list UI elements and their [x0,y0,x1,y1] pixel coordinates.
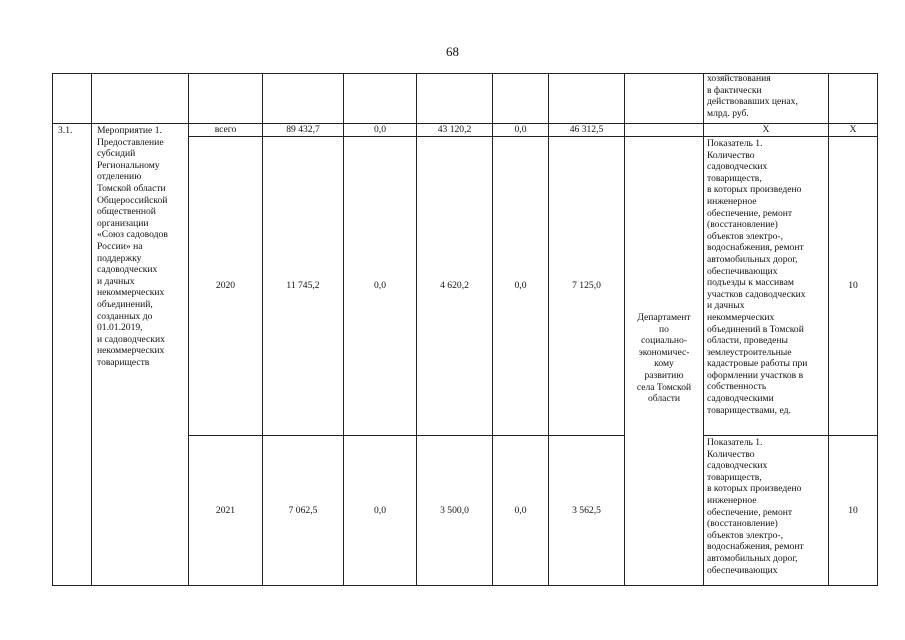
sum-2020: 11 745,2 [286,280,320,292]
indicator-line: садоводческих [707,161,768,173]
total-period: всего [214,124,237,136]
indicator-line: автомобильных дорог, [707,552,798,564]
indicator-line: землеустроительные [707,346,792,358]
indicator-line: обеспечение, ремонт [707,207,793,219]
responsible-line: социально- [641,335,687,347]
description-line: объединений, [97,298,153,310]
description-line: и дачных [97,275,135,287]
indicator-line: обеспечивающих [707,564,778,576]
description-line: и садоводческих [97,333,165,345]
description-line: отделению [97,171,142,183]
carryover-line: хозяйствования [707,73,771,84]
indicator-line: в которых произведено [707,483,802,495]
indicator-line: инженерное [707,195,757,207]
description-line: садоводческих [97,264,158,276]
description-line: общественной [97,206,156,218]
indicator-line: (восстановление) [707,518,778,530]
responsible-line: кому [654,358,674,370]
description-line: товариществ [97,356,150,368]
responsible-executor [625,312,703,405]
indicator-line: товариществ, [707,471,762,483]
indicator-line: товариществами, ед. [707,404,791,416]
responsible-line: села Томской [636,381,692,393]
indicator-line: собственность [707,381,767,393]
indicator-line: Показатель 1. [707,138,763,149]
description-line: субсидий [97,148,136,160]
responsible-line: Департамент [637,312,691,323]
indicator-line: объектов электро-, [707,230,784,242]
indicator-line: водоснабжения, ремонт [707,242,804,254]
indicator-line: Показатель 1. [707,437,763,448]
indicator-line: подъезды к массивам [707,277,794,289]
carryover-line: млрд. руб. [707,107,749,119]
indicator-line: объединений в Томской [707,323,804,335]
extra-2020: 7 125,0 [572,280,601,292]
description-line: некоммерческих [97,287,165,299]
description-line: «Союз садоводов [97,229,168,241]
local-2020: 0,0 [514,280,527,292]
regional-2020: 4 620,2 [440,280,469,292]
year-2021: 2021 [215,505,236,517]
carryover-line: действовавших ценах, [707,96,798,108]
indicator-line: автомобильных дорог, [707,253,798,265]
total-indicator: X [762,124,770,136]
extra-2021: 3 562,5 [572,505,601,517]
description-line: Региональному [97,159,160,171]
responsible-line: по [659,323,669,335]
indicator-line: Количество [707,448,755,460]
indicator-line: оформлении участков в [707,369,804,381]
description-line: 01.01.2019, [97,322,143,334]
description-line: некоммерческих [97,345,165,357]
sum-2021: 7 062,5 [288,505,318,517]
indicator-line: Количество [707,149,755,161]
indicator-line: инженерное [707,494,757,506]
description-line: Общероссийской [97,194,168,206]
indicator-2020 [707,138,807,416]
description-line: Томской области [97,182,166,194]
indicator-line: и дачных [707,300,745,312]
indicator-2021 [707,437,804,576]
indicator-line: в которых произведено [707,184,802,196]
description-line: России» на [97,240,143,252]
responsible-line: развитию [644,369,684,381]
carryover-line: в фактически [707,84,762,96]
total-regional: 43 120,2 [437,124,472,136]
row-number: 3.1. [58,125,73,136]
indicator-line: объектов электро-, [707,529,784,541]
indicator-line: (восстановление) [707,219,778,231]
description-line: организации [97,217,149,229]
total-value: X [849,124,857,136]
carryover-indicator [707,73,798,119]
responsible-line: экономичес- [638,346,690,358]
indicator-line: участков садоводческих [707,288,806,300]
value-2021: 10 [848,505,858,517]
indicator-line: товариществ, [707,172,762,184]
regional-2021: 3 500,0 [440,505,469,517]
measure-description [97,125,168,368]
description-line: поддержку [97,252,142,264]
total-local: 0,0 [514,124,527,136]
total-federal: 0,0 [374,124,386,136]
indicator-line: садоводческими [707,393,774,405]
indicator-line: водоснабжения, ремонт [707,541,804,553]
indicator-line: садоводческих [707,460,768,472]
year-2020: 2020 [215,280,236,292]
responsible-line: области [647,393,681,405]
description-line: Мероприятие 1. [97,125,162,136]
indicator-line: некоммерческих [707,311,775,323]
value-2020: 10 [848,280,858,292]
total-extra: 46 312,5 [569,124,604,136]
program-table [52,73,878,586]
indicator-line: кадастровые работы при [707,358,808,370]
indicator-line: обеспечение, ремонт [707,506,793,518]
indicator-line: области, проведены [707,335,788,347]
page-number: 68 [446,44,459,59]
federal-2021: 0,0 [374,505,386,517]
federal-2020: 0,0 [374,280,386,292]
total-sum: 89 432,7 [286,124,320,136]
indicator-line: обеспечивающих [707,265,778,277]
description-line: созданных до [97,310,153,322]
local-2021: 0,0 [514,505,527,517]
description-line: Предоставление [97,136,164,148]
